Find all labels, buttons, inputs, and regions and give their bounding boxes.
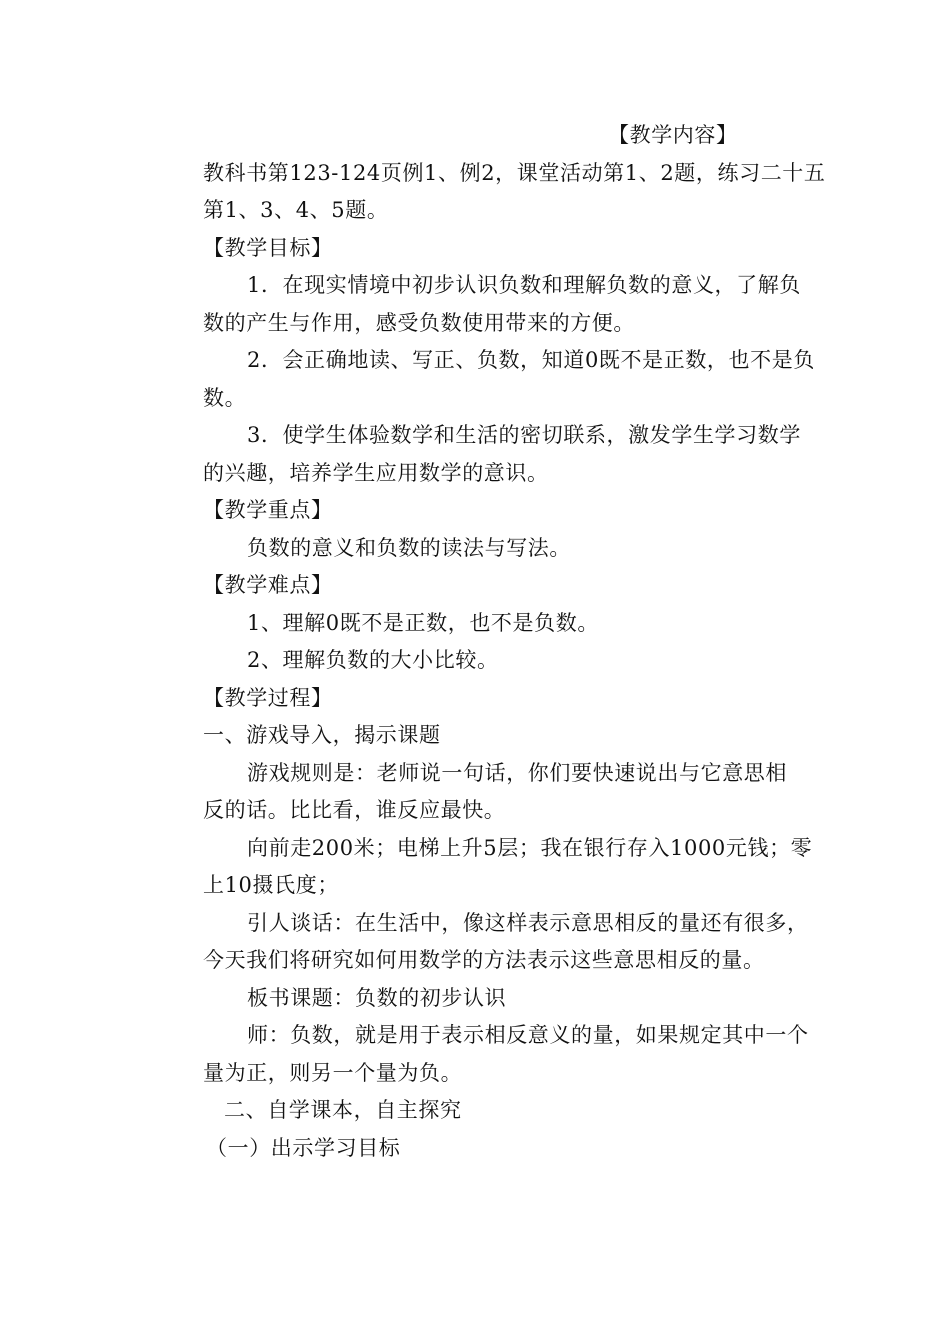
text-line: 3．使学生体验数学和生活的密切联系，激发学生学习数学 <box>247 423 801 447</box>
heading-key-points: 【教学重点】 <box>203 498 333 522</box>
text-line: 数。 <box>203 386 247 410</box>
text-line: 反的话。比比看，谁反应最快。 <box>203 798 506 822</box>
text-line: 上10摄氏度； <box>203 873 339 897</box>
text-line: 游戏规则是：老师说一句话，你们要快速说出与它意思相 <box>247 761 787 785</box>
text-line: 数的产生与作用，感受负数使用带来的方便。 <box>203 311 635 335</box>
text-line: 师：负数，就是用于表示相反意义的量，如果规定其中一个 <box>247 1023 809 1047</box>
section-heading: 一、游戏导入，揭示课题 <box>203 723 441 747</box>
text-line: 负数的意义和负数的读法与写法。 <box>247 536 571 560</box>
heading-teaching-goals: 【教学目标】 <box>203 236 333 260</box>
text-line: 板书课题：负数的初步认识 <box>247 986 507 1010</box>
text-line: 量为正，则另一个量为负。 <box>203 1061 463 1085</box>
text-line: 1．在现实情境中初步认识负数和理解负数的意义，了解负 <box>247 273 801 297</box>
text-line: 向前走200米；电梯上升5层；我在银行存入1000元钱；零 <box>247 836 813 860</box>
heading-difficulties: 【教学难点】 <box>203 573 333 597</box>
text-line: 今天我们将研究如何用数学的方法表示这些意思相反的量。 <box>203 948 765 972</box>
text-line: 2．会正确地读、写正、负数，知道0既不是正数，也不是负 <box>247 348 815 372</box>
text-line: 2、理解负数的大小比较。 <box>247 648 499 672</box>
text-line: 的兴趣，培养学生应用数学的意识。 <box>203 461 549 485</box>
text-line: 教科书第123-124页例1、例2，课堂活动第1、2题，练习二十五 <box>203 161 826 185</box>
section-heading: 二、自学课本，自主探究 <box>224 1098 462 1122</box>
text-line: 第1、3、4、5题。 <box>203 198 389 222</box>
text-line: 引人谈话：在生活中，像这样表示意思相反的量还有很多， <box>247 911 809 935</box>
heading-teaching-content: 【教学内容】 <box>608 123 738 147</box>
text-line: 1、理解0既不是正数，也不是负数。 <box>247 611 599 635</box>
subsection-heading: （一）出示学习目标 <box>206 1136 401 1160</box>
heading-teaching-process: 【教学过程】 <box>203 686 333 710</box>
